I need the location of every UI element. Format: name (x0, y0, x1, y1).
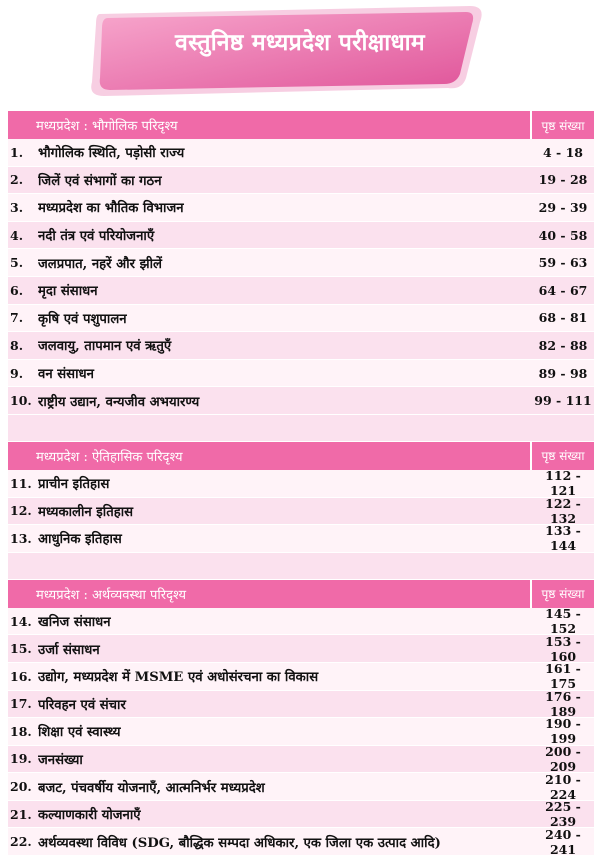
chapter-number: 15. (10, 641, 32, 657)
page-range: 122 - 132 (545, 495, 581, 526)
chapter-title: मध्यकालीन इतिहास (38, 504, 134, 520)
page-range: 4 - 18 (543, 144, 583, 160)
page-range: 210 - 224 (545, 771, 581, 802)
chapter-title: जिलें एवं संभागों का गठन (38, 173, 162, 189)
chapter-number: 17. (10, 696, 32, 712)
toc-row (8, 663, 594, 691)
chapter-number: 14. (10, 613, 32, 629)
page-range: 82 - 88 (538, 337, 588, 353)
page-range: 190 - 199 (545, 716, 581, 747)
chapter-title: आधुनिक इतिहास (38, 532, 122, 548)
page-range: 89 - 98 (538, 365, 588, 381)
toc-row (8, 743, 594, 774)
page-range: 161 - 175 (545, 661, 581, 692)
chapter-title: जलवायु, तापमान एवं ऋतुएँ (38, 339, 172, 355)
page-number-header: पृष्ठ संख्या (530, 580, 594, 608)
toc-row (8, 608, 594, 636)
chapter-title: बजट, पंचवर्षीय योजनाएँ, आत्मनिर्भर मध्यप्रदेश (38, 780, 265, 796)
page-range: 145 - 152 (545, 606, 581, 637)
chapter-number: 18. (10, 723, 32, 739)
toc-row (8, 332, 594, 360)
chapter-title: राष्ट्रीय उद्यान, वन्यजीव अभयारण्य (38, 394, 200, 410)
chapter-number: 11. (10, 475, 32, 491)
chapter-number: 10. (10, 393, 32, 409)
banner-title: वस्तुनिष्ठ मध्यप्रदेश परीक्षाधाम (175, 30, 425, 56)
toc-row (8, 167, 594, 195)
chapter-number: 3. (10, 199, 24, 215)
section-heading: मध्यप्रदेश : भौगोलिक परिदृश्य (36, 119, 178, 134)
page-range: 153 - 160 (545, 633, 581, 664)
chapter-title: भौगोलिक स्थिति, पड़ोसी राज्य (38, 146, 185, 162)
chapter-title: मध्यप्रदेश का भौतिक विभाजन (38, 201, 184, 217)
chapter-title: वन संसाधन (38, 367, 94, 383)
section-header (8, 441, 594, 470)
page-number-header: पृष्ठ संख्या (530, 442, 594, 470)
chapter-number: 22. (10, 834, 32, 850)
page-range: 176 - 189 (545, 688, 581, 719)
toc-row (8, 470, 594, 498)
toc-row (8, 222, 594, 250)
page-range: 240 - 241 (545, 826, 581, 857)
toc-row (8, 688, 594, 719)
toc-row (8, 194, 594, 222)
chapter-number: 2. (10, 172, 24, 188)
chapter-title: उद्योग, मध्यप्रदेश में MSME एवं अधोसंरचना का विकास (38, 670, 319, 686)
page-range: 64 - 67 (538, 282, 588, 298)
chapter-number: 19. (10, 751, 32, 767)
chapter-number: 8. (10, 337, 24, 353)
section-spacer (8, 415, 594, 441)
toc-row (8, 305, 594, 333)
chapter-title: नदी तंत्र एवं परियोजनाएँ (38, 229, 155, 245)
toc-row (8, 139, 594, 167)
page-range: 19 - 28 (538, 172, 588, 188)
chapter-title: कृषि एवं पशुपालन (38, 311, 127, 327)
chapter-title: जलप्रपात, नहरें और झीलें (38, 256, 162, 272)
chapter-title: शिक्षा एवं स्वास्थ्य (38, 725, 121, 741)
chapter-number: 6. (10, 282, 24, 298)
toc-row (8, 495, 594, 526)
chapter-title: उर्जा संसाधन (38, 642, 100, 658)
page-number-header: पृष्ठ संख्या (530, 111, 594, 139)
chapter-number: 13. (10, 530, 32, 546)
section-heading: मध्यप्रदेश : ऐतिहासिक परिदृश्य (36, 449, 183, 465)
page-range: 99 - 111 (534, 393, 592, 409)
chapter-number: 16. (10, 668, 32, 684)
toc-row (8, 277, 594, 305)
title-banner (0, 0, 600, 100)
toc-row (8, 773, 594, 801)
toc-row (8, 828, 594, 856)
toc-row (8, 249, 594, 277)
chapter-number: 21. (10, 806, 32, 822)
page-range: 29 - 39 (538, 199, 588, 215)
section-header (8, 110, 594, 139)
section-heading: मध्यप्रदेश : अर्थव्यवस्था परिदृश्य (36, 587, 187, 603)
page-range: 225 - 239 (545, 799, 581, 830)
page-range: 200 - 209 (545, 743, 581, 774)
section-spacer (8, 553, 594, 579)
toc-row (8, 387, 594, 415)
toc-row (8, 360, 594, 388)
page-range: 133 - 144 (545, 523, 581, 554)
chapter-title: अर्थव्यवस्था विविध (SDG, बौद्धिक सम्पदा अधिकार, एक जिला एक उत्पाद आदि) (38, 835, 441, 851)
chapter-title: मृदा संसाधन (38, 284, 98, 300)
section-header (8, 579, 594, 608)
chapter-number: 7. (10, 310, 24, 326)
chapter-title: कल्याणकारी योजनाएँ (38, 808, 141, 824)
table-of-contents (8, 110, 594, 856)
page-range: 112 - 121 (545, 468, 581, 499)
chapter-number: 20. (10, 779, 32, 795)
page-range: 40 - 58 (538, 227, 588, 243)
chapter-number: 5. (10, 255, 24, 271)
chapter-title: खनिज संसाधन (38, 615, 111, 631)
chapter-number: 1. (10, 144, 24, 160)
chapter-number: 12. (10, 503, 32, 519)
toc-row (8, 718, 594, 746)
toc-row (8, 801, 594, 829)
chapter-number: 9. (10, 365, 24, 381)
chapter-title: परिवहन एवं संचार (38, 697, 126, 713)
toc-row (8, 525, 594, 553)
toc-row (8, 635, 594, 663)
chapter-title: प्राचीन इतिहास (38, 477, 110, 493)
chapter-title: जनसंख्या (38, 752, 83, 768)
page-range: 59 - 63 (538, 255, 588, 271)
page-range: 68 - 81 (538, 310, 588, 326)
chapter-number: 4. (10, 227, 24, 243)
